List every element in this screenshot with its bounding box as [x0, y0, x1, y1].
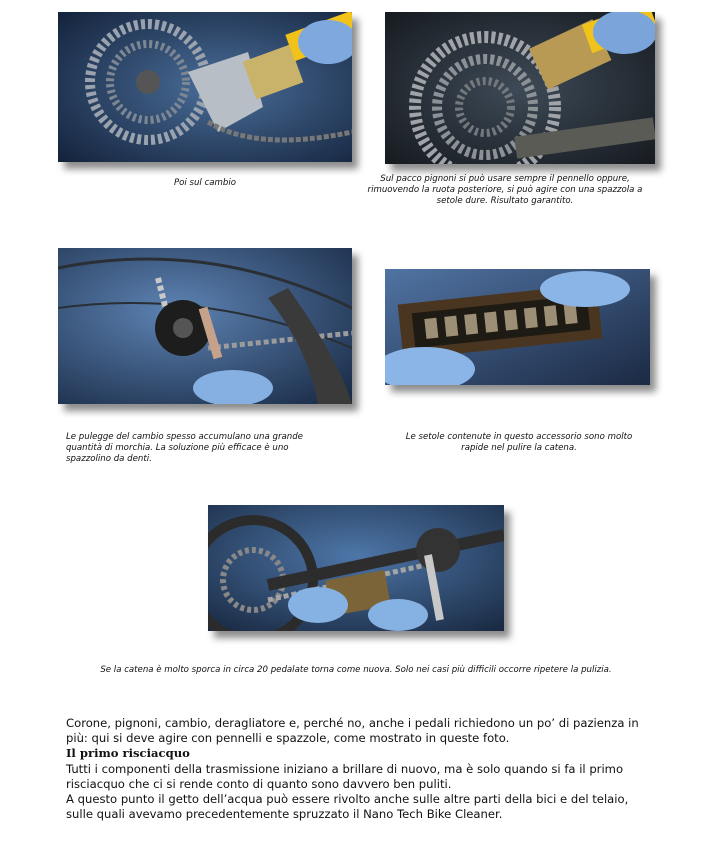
- caption-chain-cleaner-on-bike: Se la catena è molto sporca in circa 20 pedalate torna come nuova. Solo nei casi più difficili occorre ripetere la pulizia.: [100, 665, 612, 675]
- caption-pulley: Le pulegge del cambio spesso accumulano una grande quantità di morchia. La soluzione più efficace è uno spazzolino da denti.: [66, 432, 303, 464]
- caption-cassette: Sul pacco pignoni si può usare sempre il pennello oppure, rimuovendo la ruota posteriore, si può agire con una spazzola a setole dure. Risultato garantito.: [367, 174, 643, 206]
- caption-derailleur: Poi sul cambio: [173, 178, 237, 188]
- section-heading: Il primo risciacquo: [66, 746, 190, 761]
- photo-cassette-brush: [385, 12, 655, 164]
- photo-chain-cleaner-on-bike: [208, 505, 504, 631]
- caption-chain-cleaner-accessory: Le setole contenute in questo accessorio sono molto rapide nel pulire la catena.: [405, 432, 633, 453]
- photo-chain-cleaner-accessory: [385, 269, 650, 385]
- article-paragraph-1: Corone, pignoni, cambio, deragliatore e, perché no, anche i pedali richiedono un po’ di pazienza in più: qui si deve agire con pennelli e spazzole, come mostrato in queste foto.: [66, 716, 639, 746]
- article-paragraph-3: A questo punto il getto dell’acqua può essere rivolto anche sulle altre parti della bici e del telaio, sulle quali avevamo precedentemente spruzzato il Nano Tech Bike Cleaner.: [66, 792, 629, 822]
- photo-derailleur-brush: [58, 12, 352, 162]
- photo-pulley-toothbrush: [58, 248, 352, 404]
- article-body: [66, 716, 656, 822]
- article-paragraph-2: Tutti i componenti della trasmissione iniziano a brillare di nuovo, ma è solo quando si fa il primo risciacquo che ci si rende conto di quanto sono davvero ben puliti.: [66, 761, 624, 791]
